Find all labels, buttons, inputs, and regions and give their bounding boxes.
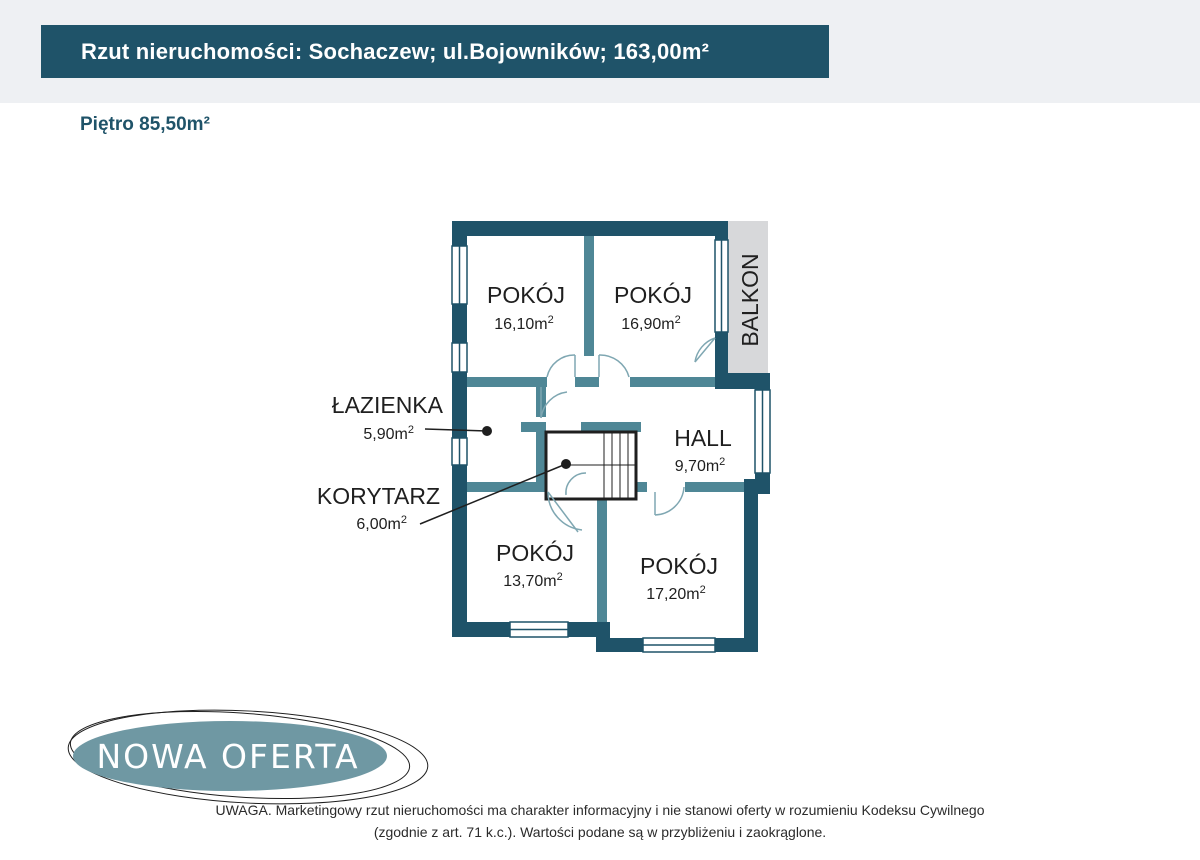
page-title-text: Rzut nieruchomości: Sochaczew; ul.Bojowników; 163,00m² xyxy=(81,38,710,64)
window xyxy=(452,438,467,465)
window xyxy=(510,622,568,637)
room-name: HALL xyxy=(674,425,732,451)
marker-lazienka xyxy=(482,426,492,436)
room-name: POKÓJ xyxy=(614,282,692,308)
disclaimer-line: (zgodnie z art. 71 k.c.). Wartości podane są w przybliżeniu i zaokrąglone. xyxy=(373,824,827,840)
staircase xyxy=(546,432,636,499)
room-area: $5,90m^2$ xyxy=(363,424,414,443)
room-area: $17,20m^2$ xyxy=(646,584,706,603)
door xyxy=(547,355,575,377)
room-name: KORYTARZ xyxy=(316,483,440,509)
new-offer-badge: NOWA OFERTA xyxy=(96,736,360,776)
door xyxy=(655,487,684,515)
floor-label: Piętro 85,50m² xyxy=(80,114,210,135)
window xyxy=(452,343,467,372)
room-name: POKÓJ xyxy=(487,282,565,308)
leader-line-lazienka xyxy=(425,429,487,431)
disclaimer xyxy=(140,799,1060,843)
room-name: POKÓJ xyxy=(640,553,718,579)
window xyxy=(643,638,715,652)
window xyxy=(715,240,728,332)
room-name: POKÓJ xyxy=(496,540,574,566)
door xyxy=(695,338,715,362)
leader-line-korytarz xyxy=(420,464,566,524)
room-area: $16,10m^2$ xyxy=(494,314,554,333)
window xyxy=(452,246,467,304)
window xyxy=(755,390,770,473)
room-area: $13,70m^2$ xyxy=(503,571,563,590)
room-area: $6,00m^2$ xyxy=(356,514,407,533)
room-name: ŁAZIENKA xyxy=(331,392,443,418)
disclaimer-line: UWAGA. Marketingowy rzut nieruchomości ma charakter informacyjny i nie stanowi oferty w rozumieniu Kodeksu Cywilnego xyxy=(215,802,985,818)
room-area: $16,90m^2$ xyxy=(621,314,681,333)
marker-korytarz xyxy=(561,459,571,469)
balcony-label: BALKON xyxy=(737,253,763,347)
door xyxy=(599,355,629,377)
room-area: $9,70m^2$ xyxy=(674,456,726,475)
